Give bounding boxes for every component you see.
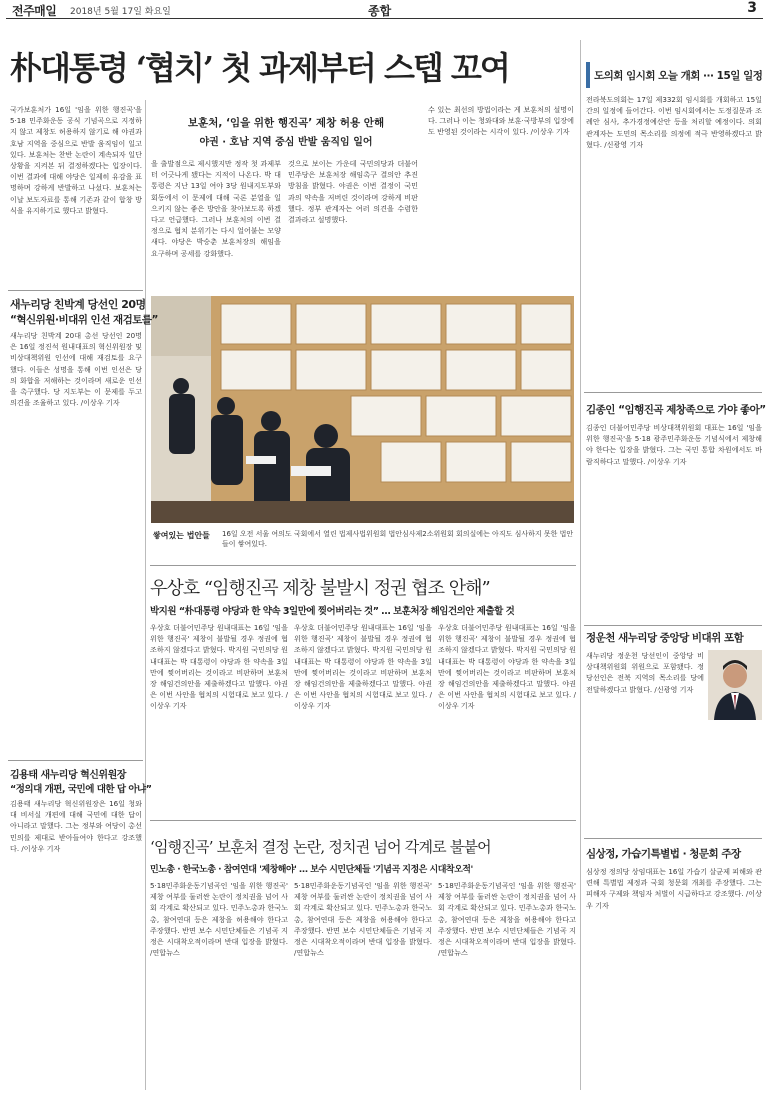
right-article-3: 심상정 정의당 상임대표는 16일 가습기 살균제 피해와 관련해 특별법 제정과 국회 청문회 개최를 주장했다. 그는 피해자 구제와 책임자 처벌이 시급하다고 강조했다. /이상우 기자 — [586, 867, 762, 910]
main-subhead-2: 야권 · 호남 지역 중심 반발 움직임 일어 — [199, 137, 373, 148]
story3-headline: ‘임행진곡’ 보훈처 결정 논란, 정치권 넘어 각계로 불붙어 — [150, 838, 491, 856]
story3-col2: 5·18민주화운동기념곡인 '임을 위한 행진곡' 제창 여부를 둘러싼 논란이 정치권을 넘어 사회 각계로 확산되고 있다. 민주노총과 한국노총, 참여연대 등은 제창을 허용해야 한다고 주장했다. 반면 보수 시민단체들은 기념곡 지정은 시대착오적이라며 반대 입장을 밝혔다. /연합뉴스 — [294, 881, 432, 958]
divider — [584, 838, 762, 839]
main-article-col4: 수 있는 최선의 방법이라는 게 보훈처의 설명이다. 그러나 이는 청와대와 보훈·국방부의 입장에도 반영된 것이라는 시각이 있다. /이상우 기자 — [428, 105, 574, 137]
column-divider — [580, 40, 581, 1090]
box-accent — [586, 62, 590, 88]
news-photo — [151, 296, 574, 523]
photo-label: 쌓여있는 법안들 — [153, 531, 210, 540]
sidebar-subhead-2: “정의대 개편, 국민에 대한 답 아냐” — [10, 784, 152, 795]
page-number: 3 — [747, 0, 757, 16]
story2-subhead: 박지원 “朴대통령 야당과 한 약속 3일만에 찢어버리는 것” … 보훈처장 해임건의안 제출할 것 — [150, 606, 515, 617]
main-article-col1: 국가보훈처가 16일 '임을 위한 행진곡'을 5·18 민주화운동 공식 기념곡으로 지정하지 않고 제창도 허용하지 않기로 해 야권과 호남 지역을 중심으로 반발 움직임이 일고 있다. 보훈처는 찬반 논란이 계속되자 일단 상황을 지켜본 뒤 결정하겠다는 입장이다. 이번 결과에 대해 야당은 일제히 유감을 표명하며 강하게 반발하고 나섰다. 보훈처는 이날 보도자료를 통해 기존과 같이 합창 방식을 유지하기로 했다고 밝혔다. — [10, 105, 142, 215]
masthead-rule — [6, 18, 763, 19]
right-article-1: 김종인 더불어민주당 비상대책위원회 대표는 16일 '임을 위한 행진곡'을 5·18 광주민주화운동 기념식에서 제창해야 한다는 입장을 밝혔다. 그는 국민 통합 차원에서도 바람직하다고 말했다. /이상우 기자 — [586, 423, 762, 466]
divider — [8, 290, 143, 291]
main-article-col3: 것으로 보이는 가운데 국민의당과 더불어민주당은 보훈처장 해임촉구 결의안 추진 방침을 밝혔다. 야권은 이번 결정이 국민과의 약속을 저버린 것이라며 강하게 비판했다. 정부 관계자는 여러 의견을 수렴한 결과라고 설명했다. — [288, 159, 418, 225]
right-headline-3: 심상정, 가습기특별법 · 청문회 주장 — [586, 848, 741, 860]
section-title: 종합 — [368, 4, 392, 18]
right-article-2: 새누리당 정운천 당선인이 중앙당 비상대책위원회 위원으로 포함됐다. 정 당선인은 전북 지역의 목소리를 당에 전달하겠다고 밝혔다. /신광영 기자 — [586, 651, 704, 694]
issue-date: 2018년 5월 17일 화요일 — [70, 7, 171, 17]
column-divider — [145, 100, 146, 1090]
story2-col2: 우상호 더불어민주당 원내대표는 16일 '임을 위한 행진곡' 제창이 불발될 경우 정권에 협조하지 않겠다고 밝혔다. 박지원 국민의당 원내대표는 박 대통령이 야당과 한 약속을 3일 만에 찢어버리는 것이라고 비판하며 보훈처장 해임건의안을 제출하겠다고 말했다. 야권은 이번 사안을 협치의 시험대로 보고 있다. /이상우 기자 — [294, 623, 432, 711]
story2-headline: 우상호 “임행진곡 제창 불발시 정권 협조 안해” — [150, 578, 490, 599]
newspaper-logo: 전주매일 — [12, 4, 57, 18]
main-article-col2: 을 출발점으로 제시했지만 정작 첫 과제부터 어긋나게 됐다는 지적이 나온다. 박 대통령은 지난 13일 여야 3당 원내지도부와 회동에서 이 문제에 대해 국론 분열을 일으키지 않는 좋은 방안을 찾아보도록 하겠다고 언급했다. 그러나 보훈처의 이번 결정으로 협치 분위기는 다시 얼어붙는 모양새다. 야당은 박승춘 보훈처장의 해임을 요구하며 공세를 강화했다. — [151, 159, 281, 258]
divider — [150, 820, 576, 821]
divider — [584, 625, 762, 626]
right-headline-2: 정운천 새누리당 중앙당 비대위 포함 — [586, 632, 744, 644]
sidebar-article-2: 김용태 새누리당 혁신위원장은 16일 청와대 비서실 개편에 대해 국민에 대한 답이 아니라고 말했다. 그는 정부와 여당이 총선 민의를 제대로 받아들여야 한다고 강조했다. /이상우 기자 — [10, 799, 142, 853]
sidebar-subhead-1: “혁신위원·비대위 인선 재검토를” — [10, 314, 158, 326]
story2-col3: 우상호 더불어민주당 원내대표는 16일 '임을 위한 행진곡' 제창이 불발될 경우 정권에 협조하지 않겠다고 밝혔다. 박지원 국민의당 원내대표는 박 대통령이 야당과 한 약속을 3일 만에 찢어버리는 것이라고 비판하며 보훈처장 해임건의안을 제출하겠다고 말했다. 야권은 이번 사안을 협치의 시험대로 보고 있다. /이상우 기자 — [438, 623, 576, 711]
main-headline: 朴대통령 ‘협치’ 첫 과제부터 스텝 꼬여 — [10, 49, 509, 87]
right-headline-1: 김종인 “임행진곡 제창족으로 가야 좋아” — [586, 404, 766, 416]
sidebar-headline-2: 김용태 새누리당 혁신위원장 — [10, 770, 126, 781]
photo-caption: 16일 오전 서울 여의도 국회에서 열린 법제사법위원회 법안심사제2소위원회 회의실에는 아직도 심사하지 못한 법안들이 쌓여있다. — [222, 530, 574, 548]
divider — [584, 392, 762, 393]
story3-col1: 5·18민주화운동기념곡인 '임을 위한 행진곡' 제창 여부를 둘러싼 논란이 정치권을 넘어 사회 각계로 확산되고 있다. 민주노총과 한국노총, 참여연대 등은 제창을 허용해야 한다고 주장했다. 반면 보수 시민단체들은 기념곡 지정은 시대착오적이라며 반대 입장을 밝혔다. /연합뉴스 — [150, 881, 288, 958]
portrait-photo — [708, 650, 762, 720]
story3-col3: 5·18민주화운동기념곡인 '임을 위한 행진곡' 제창 여부를 둘러싼 논란이 정치권을 넘어 사회 각계로 확산되고 있다. 민주노총과 한국노총, 참여연대 등은 제창을 허용해야 한다고 주장했다. 반면 보수 시민단체들은 기념곡 지정은 시대착오적이라며 반대 입장을 밝혔다. /연합뉴스 — [438, 881, 576, 958]
main-subhead-1: 보훈처, ‘임을 위한 행진곡’ 제창 허용 안해 — [187, 117, 385, 129]
sidebar-article-1: 새누리당 친박계 20대 총선 당선인 20명은 16일 정진석 원내대표의 혁신위원장 및 비상대책위원 인선에 대해 재검토를 요구했다. 이들은 성명을 통해 이번 인선은 당의 화합을 저해하는 것이라며 새로운 인선을 촉구했다. 당 지도부는 이 문제를 두고 의견을 조율하고 있다. /이상우 기자 — [10, 331, 142, 408]
divider — [8, 760, 143, 761]
box-title: 도의회 임시회 오늘 개회 ··· 15일 일정 — [594, 70, 763, 82]
story3-subhead: 민노총 · 한국노총 · 참여연대 '제창해야' … 보수 시민단체들 '기념곡 지정은 시대착오적' — [150, 865, 473, 875]
bills-shelf-image — [151, 296, 574, 523]
story2-col1: 우상호 더불어민주당 원내대표는 16일 '임을 위한 행진곡' 제창이 불발될 경우 정권에 협조하지 않겠다고 밝혔다. 박지원 국민의당 원내대표는 박 대통령이 야당과 한 약속을 3일 만에 찢어버리는 것이라고 비판하며 보훈처장 해임건의안을 제출하겠다고 말했다. 야권은 이번 사안을 협치의 시험대로 보고 있다. /이상우 기자 — [150, 623, 288, 711]
divider — [150, 565, 576, 566]
sidebar-headline-1: 새누리당 친박계 당선인 20명 — [10, 298, 146, 311]
box-article: 전라북도의회는 17일 제332회 임시회를 개회하고 15일간의 일정에 들어간다. 이번 임시회에서는 도정질문과 조례안 심사, 추가경정예산안 등을 처리할 예정이다. 의회 관계자는 도민의 목소리를 의정에 적극 반영하겠다고 밝혔다. /신광영 기자 — [586, 95, 762, 149]
